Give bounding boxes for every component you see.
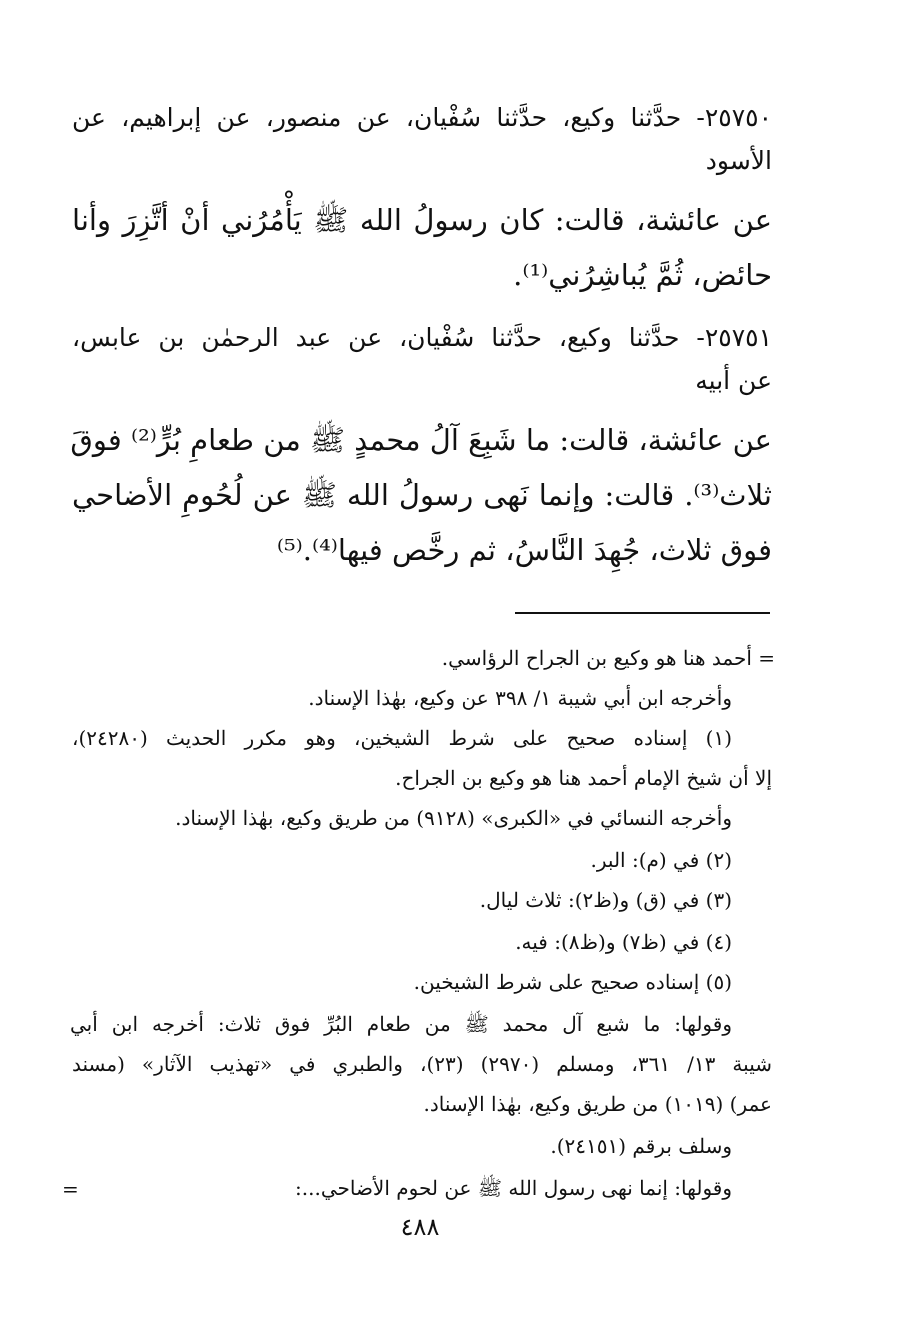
- footnote-line: وأخرجه النسائي في «الكبرى» (٩١٢٨) من طريق وكيع، بهٰذا الإسناد.: [175, 806, 732, 830]
- footnote-line: (٥) إسناده صحيح على شرط الشيخين.: [413, 970, 732, 994]
- hadith-matn-line: فوق ثلاث، جُهِدَ النَّاسُ، ثم رخَّص فيها⁽⁴⁾.⁽⁵⁾: [276, 533, 772, 567]
- footnote-line: (٣) في (ق) و(ظ٢): ثلاث ليال.: [479, 888, 732, 912]
- continuation-mark: =: [62, 1177, 79, 1201]
- footnote-line: (١) إسناده صحيح على شرط الشيخين، وهو مكرر الحديث (٢٤٢٨٠)،: [72, 726, 733, 750]
- footnote-separator: [515, 612, 770, 614]
- footnote-line: (٤) في (ظ٧) و(ظ٨): فيه.: [515, 930, 732, 954]
- hadith-isnad-line: الأسود: [705, 146, 772, 175]
- footnote-line: = أحمد هنا هو وكيع بن الجراح الرؤاسي.: [441, 646, 775, 670]
- footnote-line: إلا أن شيخ الإمام أحمد هنا هو وكيع بن الجراح.: [395, 766, 772, 790]
- hadith-isnad-line: ٢٥٧٥٠- حدَّثنا وكيع، حدَّثنا سُفْيان، عن منصور، عن إبراهيم، عن: [72, 103, 772, 132]
- footnote-line: عمر) (١٠١٩) من طريق وكيع، بهٰذا الإسناد.: [423, 1092, 772, 1116]
- hadith-isnad-line: عن أبيه: [695, 366, 772, 395]
- hadith-matn-line: حائض، ثُمَّ يُباشِرُني⁽¹⁾.: [513, 258, 772, 292]
- hadith-matn-line: ثلاث⁽³⁾. قالت: وإنما نَهى رسولُ الله ﷺ عن لُحُومِ الأضاحي: [72, 478, 772, 512]
- hadith-isnad-line: ٢٥٧٥١- حدَّثنا وكيع، حدَّثنا سُفْيان، عن عبد الرحمٰن بن عابس،: [72, 323, 772, 352]
- footnote-line: وقولها: ما شبع آل محمد ﷺ من طعام البُرِّ فوق ثلاث: أخرجه ابن أبي: [70, 1012, 732, 1036]
- page-number: ٤٨٨: [400, 1213, 440, 1241]
- footnote-line: وسلف برقم (٢٤١٥١).: [550, 1134, 732, 1158]
- hadith-matn-line: عن عائشة، قالت: كان رسولُ الله ﷺ يَأْمُرُني أنْ أتَّزِرَ وأنا: [72, 203, 772, 237]
- footnote-line: وقولها: إنما نهى رسول الله ﷺ عن لحوم الأضاحي...:: [295, 1176, 732, 1200]
- footnote-line: (٢) في (م): البر.: [590, 848, 732, 872]
- hadith-matn-line: عن عائشة، قالت: ما شَبِعَ آلُ محمدٍ ﷺ من طعامِ بُرٍّ⁽²⁾ فوقَ: [70, 423, 772, 457]
- footnote-line: شيبة ١٣/ ٣٦١، ومسلم (٢٩٧٠) (٢٣)، والطبري في «تهذيب الآثار» (مسند: [72, 1052, 772, 1076]
- footnote-line: وأخرجه ابن أبي شيبة ١/ ٣٩٨ عن وكيع، بهٰذا الإسناد.: [308, 686, 732, 710]
